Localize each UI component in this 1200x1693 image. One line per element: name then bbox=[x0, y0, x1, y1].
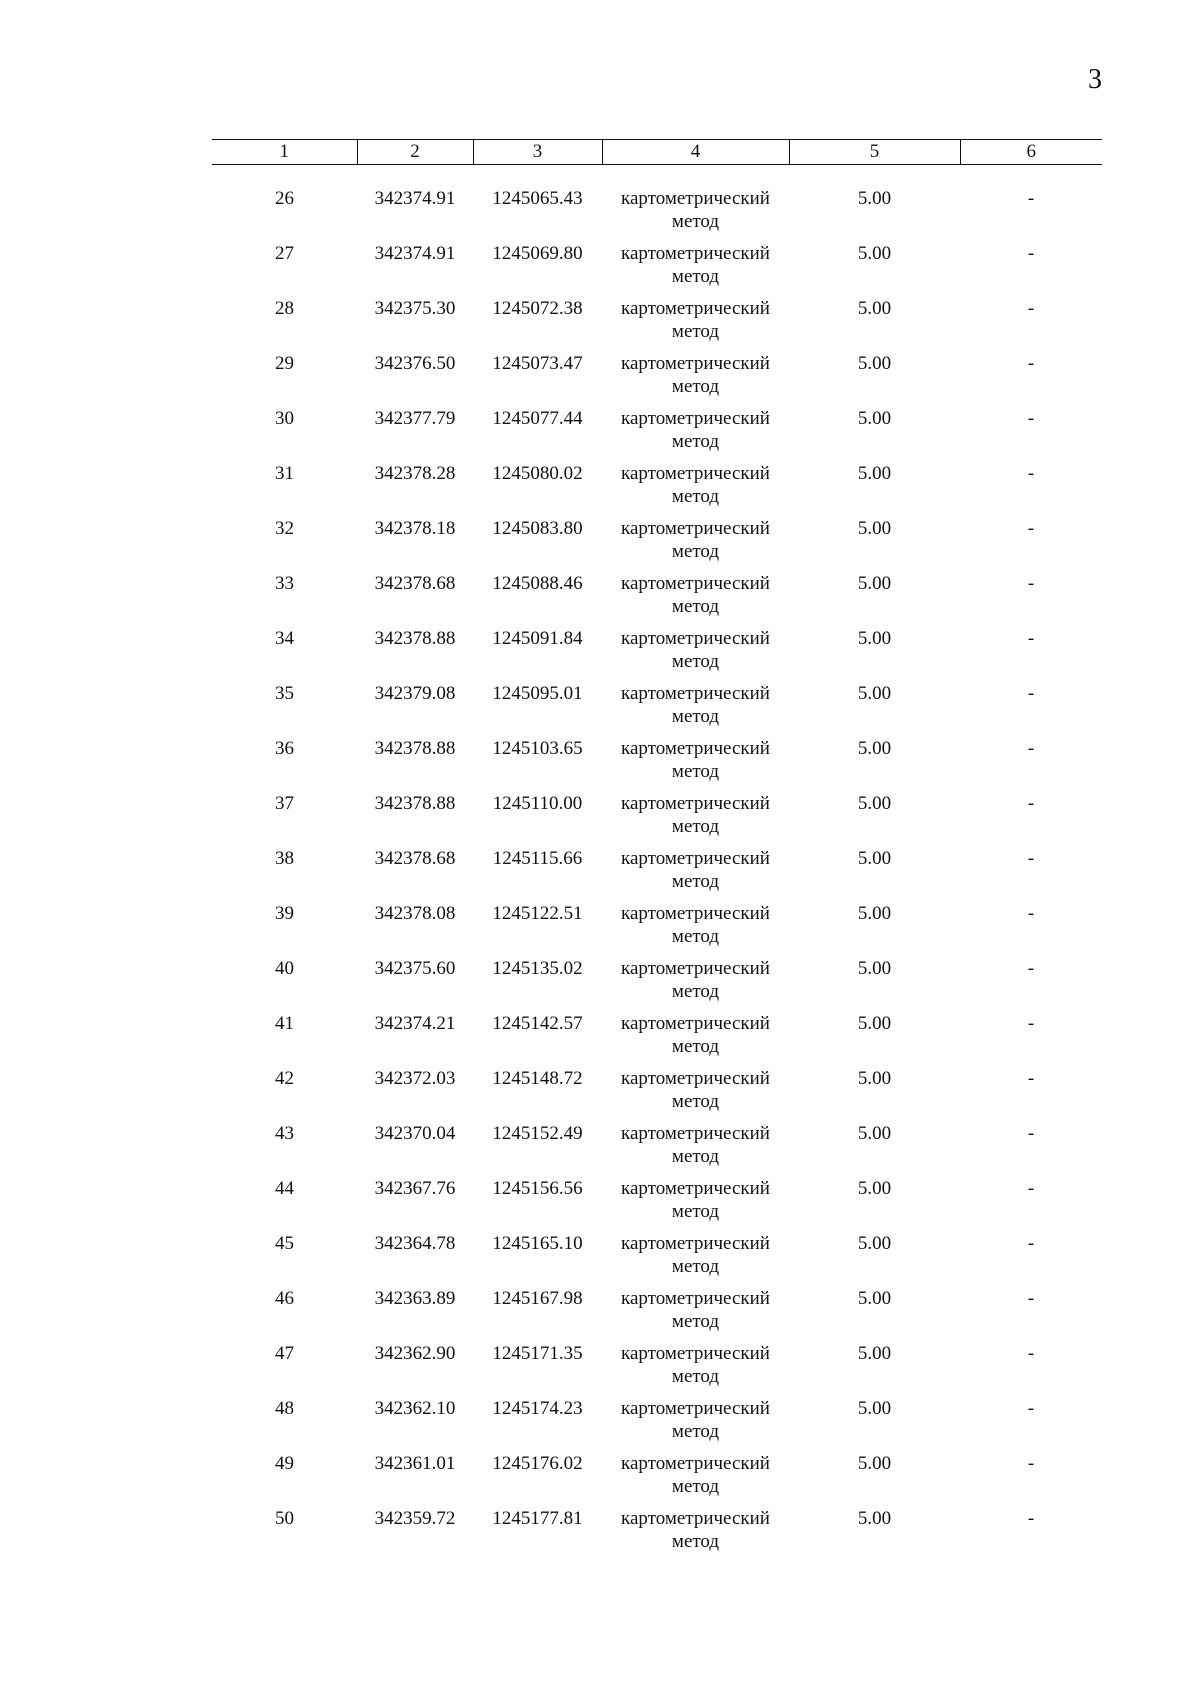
header-row bbox=[212, 140, 1102, 165]
note-cell: - bbox=[1027, 958, 1035, 979]
note-cell: - bbox=[1027, 298, 1035, 319]
y-coordinate-cell: 1245073.47 bbox=[492, 353, 583, 374]
error-cell: 5.00 bbox=[857, 903, 892, 924]
method-line-1: картометрический bbox=[621, 408, 770, 429]
method-cell bbox=[602, 682, 789, 737]
method-cell bbox=[602, 1177, 789, 1232]
x-coordinate-cell: 342359.72 bbox=[374, 1508, 456, 1529]
error-cell: 5.00 bbox=[857, 408, 892, 429]
point-number-cell: 27 bbox=[275, 243, 294, 264]
method-line-2: метод bbox=[671, 651, 720, 672]
method-line-2: метод bbox=[671, 211, 720, 232]
method-line-2: метод bbox=[671, 1146, 720, 1167]
method-cell bbox=[602, 462, 789, 517]
error-cell: 5.00 bbox=[857, 243, 892, 264]
method-line-2: метод bbox=[671, 871, 720, 892]
method-cell bbox=[602, 572, 789, 627]
point-number-cell: 39 bbox=[275, 903, 294, 924]
x-coordinate-cell: 342378.88 bbox=[374, 738, 456, 759]
x-coordinate-cell: 342375.30 bbox=[374, 298, 456, 319]
x-coordinate-cell: 342370.04 bbox=[374, 1123, 456, 1144]
y-coordinate-cell: 1245103.65 bbox=[492, 738, 583, 759]
note-cell: - bbox=[1027, 243, 1035, 264]
method-cell bbox=[602, 1287, 789, 1342]
method-cell bbox=[602, 1122, 789, 1177]
error-cell: 5.00 bbox=[857, 628, 892, 649]
note-cell: - bbox=[1027, 1453, 1035, 1474]
x-coordinate-cell: 342378.18 bbox=[374, 518, 456, 539]
note-cell: - bbox=[1027, 848, 1035, 869]
x-coordinate-cell: 342375.60 bbox=[374, 958, 456, 979]
error-cell: 5.00 bbox=[857, 1398, 892, 1419]
error-cell: 5.00 bbox=[857, 1508, 892, 1529]
table-row bbox=[212, 352, 1102, 407]
error-cell: 5.00 bbox=[857, 683, 892, 704]
table-row bbox=[212, 572, 1102, 627]
method-cell bbox=[602, 1397, 789, 1452]
method-line-1: картометрический bbox=[621, 1453, 770, 1474]
method-line-1: картометрический bbox=[621, 298, 770, 319]
error-cell: 5.00 bbox=[857, 848, 892, 869]
point-number-cell: 29 bbox=[275, 353, 294, 374]
point-number-cell: 34 bbox=[275, 628, 294, 649]
error-cell: 5.00 bbox=[857, 188, 892, 209]
y-coordinate-cell: 1245088.46 bbox=[492, 573, 583, 594]
x-coordinate-cell: 342367.76 bbox=[374, 1178, 456, 1199]
y-coordinate-cell: 1245122.51 bbox=[492, 903, 583, 924]
point-number-cell: 49 bbox=[275, 1453, 294, 1474]
method-cell bbox=[602, 407, 789, 462]
method-cell bbox=[602, 1452, 789, 1507]
method-line-2: метод bbox=[671, 1036, 720, 1057]
note-cell: - bbox=[1027, 1013, 1035, 1034]
note-cell: - bbox=[1027, 1178, 1035, 1199]
table-row bbox=[212, 682, 1102, 737]
table-row bbox=[212, 1287, 1102, 1342]
error-cell: 5.00 bbox=[857, 463, 892, 484]
y-coordinate-cell: 1245148.72 bbox=[492, 1068, 583, 1089]
table-row bbox=[212, 407, 1102, 462]
point-number-cell: 47 bbox=[275, 1343, 294, 1364]
point-number-cell: 41 bbox=[275, 1013, 294, 1034]
method-cell bbox=[602, 1067, 789, 1122]
table-row bbox=[212, 297, 1102, 352]
note-cell: - bbox=[1027, 463, 1035, 484]
method-cell bbox=[602, 902, 789, 957]
y-coordinate-cell: 1245167.98 bbox=[492, 1288, 583, 1309]
method-line-2: метод bbox=[671, 981, 720, 1002]
column-header-1: 1 bbox=[212, 140, 357, 165]
table-body bbox=[212, 165, 1102, 1563]
table-row bbox=[212, 462, 1102, 517]
table-row bbox=[212, 902, 1102, 957]
method-cell bbox=[602, 242, 789, 297]
method-line-1: картометрический bbox=[621, 1178, 770, 1199]
method-line-1: картометрический bbox=[621, 958, 770, 979]
error-cell: 5.00 bbox=[857, 518, 892, 539]
error-cell: 5.00 bbox=[857, 738, 892, 759]
method-line-2: метод bbox=[671, 1091, 720, 1112]
table-row bbox=[212, 737, 1102, 792]
note-cell: - bbox=[1027, 738, 1035, 759]
column-header-6: 6 bbox=[960, 140, 1102, 165]
point-number-cell: 26 bbox=[275, 188, 294, 209]
method-line-1: картометрический bbox=[621, 1288, 770, 1309]
table-header bbox=[212, 140, 1102, 165]
method-cell bbox=[602, 1232, 789, 1287]
method-cell bbox=[602, 737, 789, 792]
table-row bbox=[212, 517, 1102, 572]
method-line-1: картометрический bbox=[621, 1343, 770, 1364]
x-coordinate-cell: 342377.79 bbox=[374, 408, 456, 429]
note-cell: - bbox=[1027, 1233, 1035, 1254]
point-number-cell: 48 bbox=[275, 1398, 294, 1419]
table-row bbox=[212, 1012, 1102, 1067]
x-coordinate-cell: 342374.91 bbox=[374, 188, 456, 209]
method-line-1: картометрический bbox=[621, 628, 770, 649]
method-line-1: картометрический bbox=[621, 518, 770, 539]
note-cell: - bbox=[1027, 573, 1035, 594]
x-coordinate-cell: 342378.08 bbox=[374, 903, 456, 924]
coordinates-table bbox=[212, 139, 1102, 1562]
y-coordinate-cell: 1245165.10 bbox=[492, 1233, 583, 1254]
table-row bbox=[212, 1122, 1102, 1177]
method-cell bbox=[602, 792, 789, 847]
method-cell bbox=[602, 1012, 789, 1067]
method-line-1: картометрический bbox=[621, 188, 770, 209]
method-line-1: картометрический bbox=[621, 848, 770, 869]
error-cell: 5.00 bbox=[857, 1068, 892, 1089]
method-cell bbox=[602, 1507, 789, 1562]
point-number-cell: 28 bbox=[275, 298, 294, 319]
x-coordinate-cell: 342376.50 bbox=[374, 353, 456, 374]
point-number-cell: 38 bbox=[275, 848, 294, 869]
method-cell bbox=[602, 297, 789, 352]
note-cell: - bbox=[1027, 408, 1035, 429]
error-cell: 5.00 bbox=[857, 1123, 892, 1144]
method-line-1: картометрический bbox=[621, 1123, 770, 1144]
x-coordinate-cell: 342378.68 bbox=[374, 848, 456, 869]
x-coordinate-cell: 342378.28 bbox=[374, 463, 456, 484]
table-row bbox=[212, 242, 1102, 297]
table-row bbox=[212, 792, 1102, 847]
method-line-2: метод bbox=[671, 816, 720, 837]
method-line-1: картометрический bbox=[621, 1233, 770, 1254]
page-number: 3 bbox=[1088, 64, 1102, 95]
point-number-cell: 42 bbox=[275, 1068, 294, 1089]
column-header-5: 5 bbox=[789, 140, 960, 165]
column-header-4: 4 bbox=[602, 140, 789, 165]
error-cell: 5.00 bbox=[857, 1233, 892, 1254]
note-cell: - bbox=[1027, 1068, 1035, 1089]
table-row bbox=[212, 1452, 1102, 1507]
method-line-1: картометрический bbox=[621, 243, 770, 264]
error-cell: 5.00 bbox=[857, 1013, 892, 1034]
y-coordinate-cell: 1245110.00 bbox=[492, 793, 583, 814]
method-line-1: картометрический bbox=[621, 738, 770, 759]
method-line-2: метод bbox=[671, 1256, 720, 1277]
method-line-1: картометрический bbox=[621, 1068, 770, 1089]
y-coordinate-cell: 1245176.02 bbox=[492, 1453, 583, 1474]
method-line-1: картометрический bbox=[621, 683, 770, 704]
x-coordinate-cell: 342378.88 bbox=[374, 628, 456, 649]
method-cell bbox=[602, 352, 789, 407]
note-cell: - bbox=[1027, 1343, 1035, 1364]
header-spacer bbox=[212, 165, 1102, 188]
table-row bbox=[212, 847, 1102, 902]
method-line-2: метод bbox=[671, 1201, 720, 1222]
method-line-2: метод bbox=[671, 321, 720, 342]
method-line-2: метод bbox=[671, 1311, 720, 1332]
x-coordinate-cell: 342363.89 bbox=[374, 1288, 456, 1309]
y-coordinate-cell: 1245142.57 bbox=[492, 1013, 583, 1034]
table-row bbox=[212, 957, 1102, 1012]
method-line-2: метод bbox=[671, 761, 720, 782]
error-cell: 5.00 bbox=[857, 298, 892, 319]
method-line-2: метод bbox=[671, 1476, 720, 1497]
x-coordinate-cell: 342378.88 bbox=[374, 793, 456, 814]
method-line-2: метод bbox=[671, 541, 720, 562]
method-line-1: картометрический bbox=[621, 463, 770, 484]
method-cell bbox=[602, 187, 789, 242]
note-cell: - bbox=[1027, 518, 1035, 539]
point-number-cell: 32 bbox=[275, 518, 294, 539]
point-number-cell: 40 bbox=[275, 958, 294, 979]
error-cell: 5.00 bbox=[857, 1178, 892, 1199]
table-row bbox=[212, 627, 1102, 682]
x-coordinate-cell: 342362.90 bbox=[374, 1343, 456, 1364]
point-number-cell: 35 bbox=[275, 683, 294, 704]
method-line-1: картометрический bbox=[621, 1398, 770, 1419]
y-coordinate-cell: 1245152.49 bbox=[492, 1123, 583, 1144]
y-coordinate-cell: 1245080.02 bbox=[492, 463, 583, 484]
column-header-3: 3 bbox=[473, 140, 602, 165]
point-number-cell: 50 bbox=[275, 1508, 294, 1529]
point-number-cell: 43 bbox=[275, 1123, 294, 1144]
y-coordinate-cell: 1245115.66 bbox=[492, 848, 583, 869]
note-cell: - bbox=[1027, 683, 1035, 704]
method-line-2: метод bbox=[671, 926, 720, 947]
method-cell bbox=[602, 847, 789, 902]
note-cell: - bbox=[1027, 188, 1035, 209]
method-line-2: метод bbox=[671, 431, 720, 452]
table-row bbox=[212, 187, 1102, 242]
table-row bbox=[212, 1232, 1102, 1287]
table-row bbox=[212, 1342, 1102, 1397]
y-coordinate-cell: 1245177.81 bbox=[492, 1508, 583, 1529]
method-cell bbox=[602, 1342, 789, 1397]
method-line-1: картометрический bbox=[621, 1508, 770, 1529]
point-number-cell: 37 bbox=[275, 793, 294, 814]
x-coordinate-cell: 342378.68 bbox=[374, 573, 456, 594]
point-number-cell: 45 bbox=[275, 1233, 294, 1254]
method-line-2: метод bbox=[671, 486, 720, 507]
table-row bbox=[212, 1397, 1102, 1452]
error-cell: 5.00 bbox=[857, 958, 892, 979]
error-cell: 5.00 bbox=[857, 1288, 892, 1309]
note-cell: - bbox=[1027, 1508, 1035, 1529]
error-cell: 5.00 bbox=[857, 793, 892, 814]
point-number-cell: 44 bbox=[275, 1178, 294, 1199]
note-cell: - bbox=[1027, 1123, 1035, 1144]
point-number-cell: 33 bbox=[275, 573, 294, 594]
x-coordinate-cell: 342374.91 bbox=[374, 243, 456, 264]
x-coordinate-cell: 342374.21 bbox=[374, 1013, 456, 1034]
y-coordinate-cell: 1245171.35 bbox=[492, 1343, 583, 1364]
error-cell: 5.00 bbox=[857, 573, 892, 594]
method-line-2: метод bbox=[671, 266, 720, 287]
y-coordinate-cell: 1245065.43 bbox=[492, 188, 583, 209]
method-cell bbox=[602, 627, 789, 682]
column-header-2: 2 bbox=[357, 140, 473, 165]
method-line-2: метод bbox=[671, 1531, 720, 1552]
error-cell: 5.00 bbox=[857, 353, 892, 374]
method-line-1: картометрический bbox=[621, 353, 770, 374]
y-coordinate-cell: 1245077.44 bbox=[492, 408, 583, 429]
note-cell: - bbox=[1027, 628, 1035, 649]
point-number-cell: 46 bbox=[275, 1288, 294, 1309]
table-row bbox=[212, 1067, 1102, 1122]
y-coordinate-cell: 1245091.84 bbox=[492, 628, 583, 649]
note-cell: - bbox=[1027, 1398, 1035, 1419]
x-coordinate-cell: 342362.10 bbox=[374, 1398, 456, 1419]
y-coordinate-cell: 1245174.23 bbox=[492, 1398, 583, 1419]
y-coordinate-cell: 1245069.80 bbox=[492, 243, 583, 264]
method-line-1: картометрический bbox=[621, 903, 770, 924]
method-line-1: картометрический bbox=[621, 793, 770, 814]
note-cell: - bbox=[1027, 793, 1035, 814]
note-cell: - bbox=[1027, 353, 1035, 374]
x-coordinate-cell: 342361.01 bbox=[374, 1453, 456, 1474]
point-number-cell: 31 bbox=[275, 463, 294, 484]
method-line-1: картометрический bbox=[621, 1013, 770, 1034]
method-line-1: картометрический bbox=[621, 573, 770, 594]
method-cell bbox=[602, 957, 789, 1012]
y-coordinate-cell: 1245135.02 bbox=[492, 958, 583, 979]
note-cell: - bbox=[1027, 1288, 1035, 1309]
y-coordinate-cell: 1245083.80 bbox=[492, 518, 583, 539]
y-coordinate-cell: 1245156.56 bbox=[492, 1178, 583, 1199]
table-row bbox=[212, 1507, 1102, 1562]
method-line-2: метод bbox=[671, 706, 720, 727]
y-coordinate-cell: 1245095.01 bbox=[492, 683, 583, 704]
method-line-2: метод bbox=[671, 376, 720, 397]
x-coordinate-cell: 342372.03 bbox=[374, 1068, 456, 1089]
error-cell: 5.00 bbox=[857, 1453, 892, 1474]
x-coordinate-cell: 342379.08 bbox=[374, 683, 456, 704]
method-line-2: метод bbox=[671, 596, 720, 617]
method-line-2: метод bbox=[671, 1366, 720, 1387]
note-cell: - bbox=[1027, 903, 1035, 924]
y-coordinate-cell: 1245072.38 bbox=[492, 298, 583, 319]
x-coordinate-cell: 342364.78 bbox=[374, 1233, 456, 1254]
table-row bbox=[212, 1177, 1102, 1232]
method-cell bbox=[602, 517, 789, 572]
error-cell: 5.00 bbox=[857, 1343, 892, 1364]
point-number-cell: 30 bbox=[275, 408, 294, 429]
point-number-cell: 36 bbox=[275, 738, 294, 759]
method-line-2: метод bbox=[671, 1421, 720, 1442]
